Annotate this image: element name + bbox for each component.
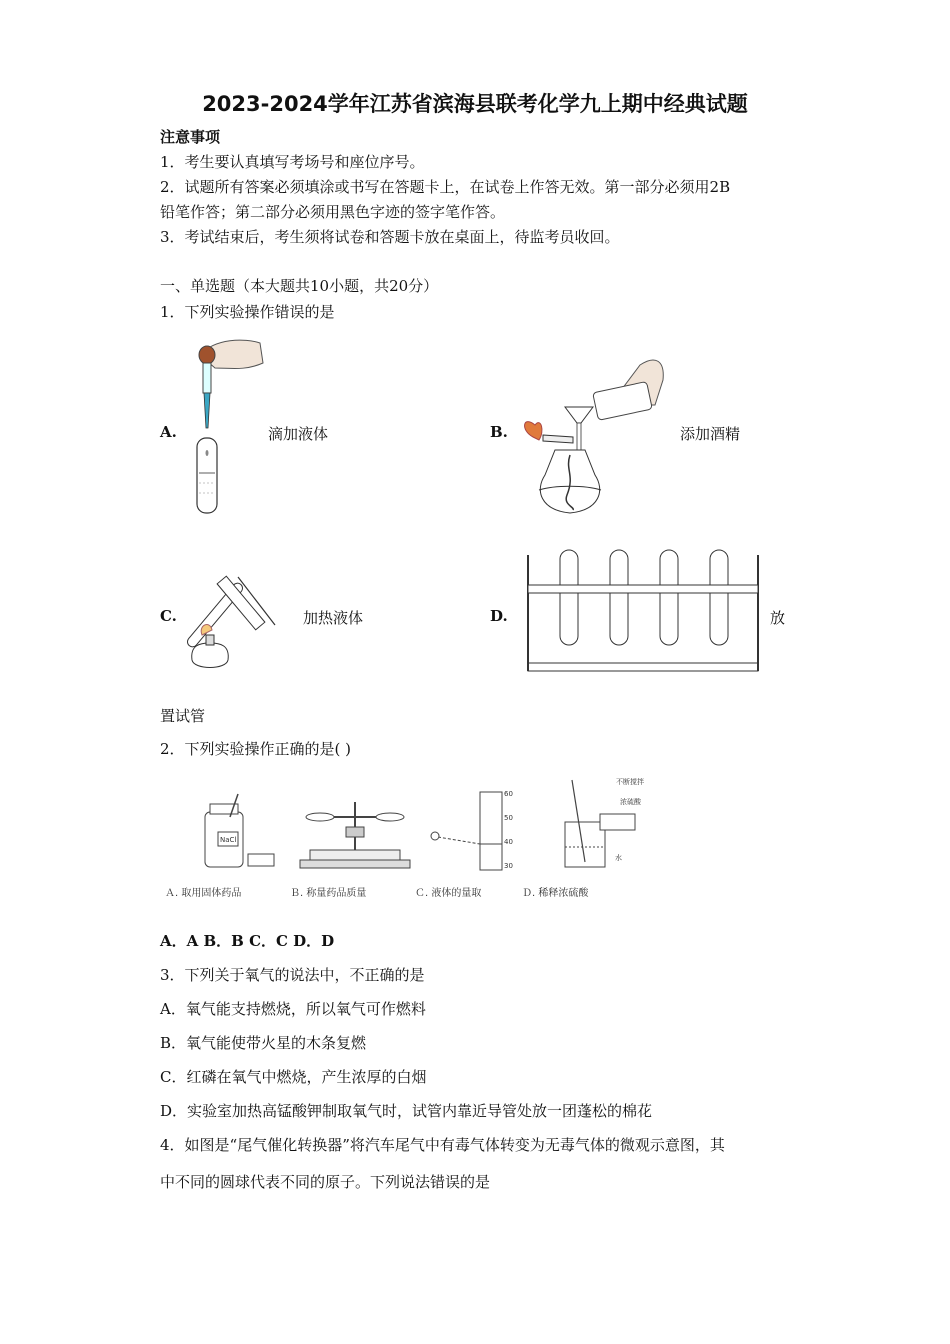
acid-label: 浓硫酸 [620,798,641,806]
q1-option-c-caption: 加热液体 [303,609,364,627]
notice-item: 铅笔作答；第二部分必须用黑色字迹的签字笔作答。 [160,203,506,221]
heating-liquid-illustration [190,565,300,675]
question-4-stem-cont: 中不同的圆球代表不同的原子。下列说法错误的是 [160,1173,491,1191]
notice-item: 2．试题所有答案必须填涂或书写在答题卡上，在试卷上作答无效。第一部分必须用2B [160,178,731,196]
q2-caption-b: Ｂ. 称量药品质量 [290,888,367,899]
q1-option-b-letter: B. [490,423,508,441]
q2-caption-a: Ａ. 取用固体药品 [165,888,242,899]
q3-option: A．氧气能支持燃烧，所以氧气可作燃料 [160,1000,426,1018]
question-3-stem: 3．下列关于氧气的说法中，不正确的是 [160,966,425,984]
scale-50: 50 [504,814,513,822]
q3-option: D．实验室加热高锰酸钾制取氧气时，试管内靠近导管处放一团蓬松的棉花 [160,1102,653,1120]
scale-40: 40 [504,838,513,846]
nacl-label: NaCl [220,836,237,844]
q1-option-a-letter: A. [160,423,177,441]
question-2-stem: 2．下列实验操作正确的是( ) [160,740,352,758]
alcohol-lamp-funnel-illustration [515,345,675,520]
test-tube-rack-illustration [520,545,765,675]
question-1-stem: 1．下列实验操作错误的是 [160,303,335,321]
q2-caption-d: Ｄ. 稀释浓硫酸 [522,888,589,899]
notice-item: 3．考试结束后，考生须将试卷和答题卡放在桌面上，待监考员收回。 [160,228,620,246]
q1-continuation: 置试管 [160,707,206,725]
q3-option: C．红磷在氧气中燃烧，产生浓厚的白烟 [160,1068,427,1086]
scale-60: 60 [504,790,513,798]
q2-operations-figure [160,772,644,907]
q1-option-d-caption: 放 [770,609,786,627]
scale-30: 30 [504,862,513,870]
dropper-test-tube-illustration [185,333,275,518]
section-heading: 一、单选题（本大题共10小题，共20分） [160,277,439,295]
q2-answers: A．A B．B C．C D．D [160,932,335,950]
page-title: 2023-2024学年江苏省滨海县联考化学九上期中经典试题 [202,92,748,116]
q2-caption-c: Ｃ. 液体的量取 [415,888,482,899]
q1-option-b-caption: 添加酒精 [680,425,741,443]
q1-option-d-letter: D. [490,607,508,625]
q3-option: B．氧气能使带火星的木条复燃 [160,1034,367,1052]
notice-item: 1．考生要认真填写考场号和座位序号。 [160,153,425,171]
stir-label: 不断搅拌 [616,778,644,786]
question-4-stem: 4．如图是“尾气催化转换器”将汽车尾气中有毒气体转变为无毒气体的微观示意图，其 [160,1136,725,1154]
notice-heading: 注意事项 [160,128,221,146]
water-label: 水 [615,854,622,862]
q1-option-c-letter: C. [160,607,177,625]
q1-option-a-caption: 滴加液体 [268,425,329,443]
